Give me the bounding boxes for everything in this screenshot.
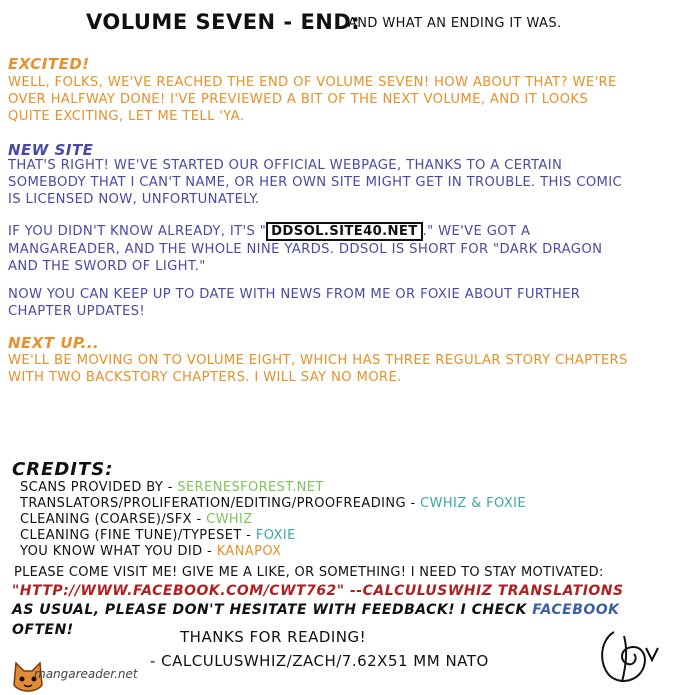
next-up-line: WE'LL BE MOVING ON TO VOLUME EIGHT, WHICH HAS THREE REGULAR STORY CHAPTERS [8,353,628,368]
credit-row: YOU KNOW WHAT YOU DID - KANAPOX [20,544,282,559]
credit-name: CWHIZ & FOXIE [420,496,527,511]
plea-line-3: AS USUAL, PLEASE DON'T HESITATE WITH FEEDBACK! I CHECK FACEBOOK [12,602,620,618]
site-line-3: AND THE SWORD OF LIGHT." [8,259,206,274]
section-heading-excited: EXCITED! [8,55,90,73]
signoff-text: - CALCULUSWHIZ/ZACH/7.62X51 MM NATO [150,652,489,670]
plea-line-4: OFTEN! [12,622,74,638]
next-up-line: WITH TWO BACKSTORY CHAPTERS. I WILL SAY NO MORE. [8,370,402,385]
credit-row: SCANS PROVIDED BY - SERENESFOREST.NET [20,480,324,495]
excited-line: OVER HALFWAY DONE! I'VE PREVIEWED A BIT OF THE NEXT VOLUME, AND IT LOOKS [8,92,589,107]
site-info [8,222,602,275]
credits-heading: CREDITS: [12,459,114,480]
credit-row: CLEANING (COARSE)/SFX - CWHIZ [20,512,253,527]
section-heading-new-site: NEW SITE [8,141,94,159]
facebook-url-link[interactable]: "HTTP://WWW.FACEBOOK.COM/CWT762" [12,583,345,599]
site-url-link[interactable]: DDSOL.SITE40.NET [266,222,422,241]
keep-up-line: CHAPTER UPDATES! [8,304,146,319]
thanks-text: THANKS FOR READING! [180,628,367,646]
plea-line-1: PLEASE COME VISIT ME! GIVE ME A LIKE, OR SOMETHING! I NEED TO STAY MOTIVATED: [14,565,604,580]
watermark-text: mangareader.net [34,667,138,681]
section-heading-next-up: NEXT UP... [8,334,100,352]
watermark [8,655,158,695]
credit-name: SERENESFOREST.NET [177,480,324,495]
signature-drawing [594,626,666,688]
excited-line: WELL, FOLKS, WE'VE REACHED THE END OF VOLUME SEVEN! HOW ABOUT THAT? WE'RE [8,75,617,90]
excited-text [8,74,617,125]
page-subtitle: AND WHAT AN ENDING IT WAS. [348,16,562,31]
site-line-2: MANGAREADER, AND THE WHOLE NINE YARDS. DDSOL IS SHORT FOR "DARK DRAGON [8,242,603,257]
page-title: VOLUME SEVEN - END: [86,10,361,34]
next-up-text [8,352,628,386]
facebook-link[interactable]: FACEBOOK [532,602,620,618]
new-site-line: IS LICENSED NOW, UNFORTUNATELY. [8,192,260,207]
new-site-text [8,157,622,208]
team-signature: --CALCULUSWHIZ TRANSLATIONS [344,583,624,599]
credit-name: FOXIE [255,528,296,543]
excited-line: QUITE EXCITING, LET ME TELL 'YA. [8,109,245,124]
credit-row: CLEANING (FINE TUNE)/TYPESET - FOXIE [20,528,296,543]
credit-row: TRANSLATORS/PROLIFERATION/EDITING/PROOFREADING - CWHIZ & FOXIE [20,496,527,511]
site-line-1: IF YOU DIDN'T KNOW ALREADY, IT'S " DDSOL.SITE40.NET ." WE'VE GOT A [8,224,531,239]
plea-line-2 [12,583,624,599]
keep-up-line: NOW YOU CAN KEEP UP TO DATE WITH NEWS FROM ME OR FOXIE ABOUT FURTHER [8,287,581,302]
keep-up-text [8,286,580,320]
new-site-line: SOMEBODY THAT I CAN'T NAME, OR HER OWN SITE MIGHT GET IN TROUBLE. THIS COMIC [8,175,623,190]
new-site-line: THAT'S RIGHT! WE'VE STARTED OUR OFFICIAL WEBPAGE, THANKS TO A CERTAIN [8,158,563,173]
credit-name: KANAPOX [216,544,282,559]
credit-name: CWHIZ [206,512,253,527]
